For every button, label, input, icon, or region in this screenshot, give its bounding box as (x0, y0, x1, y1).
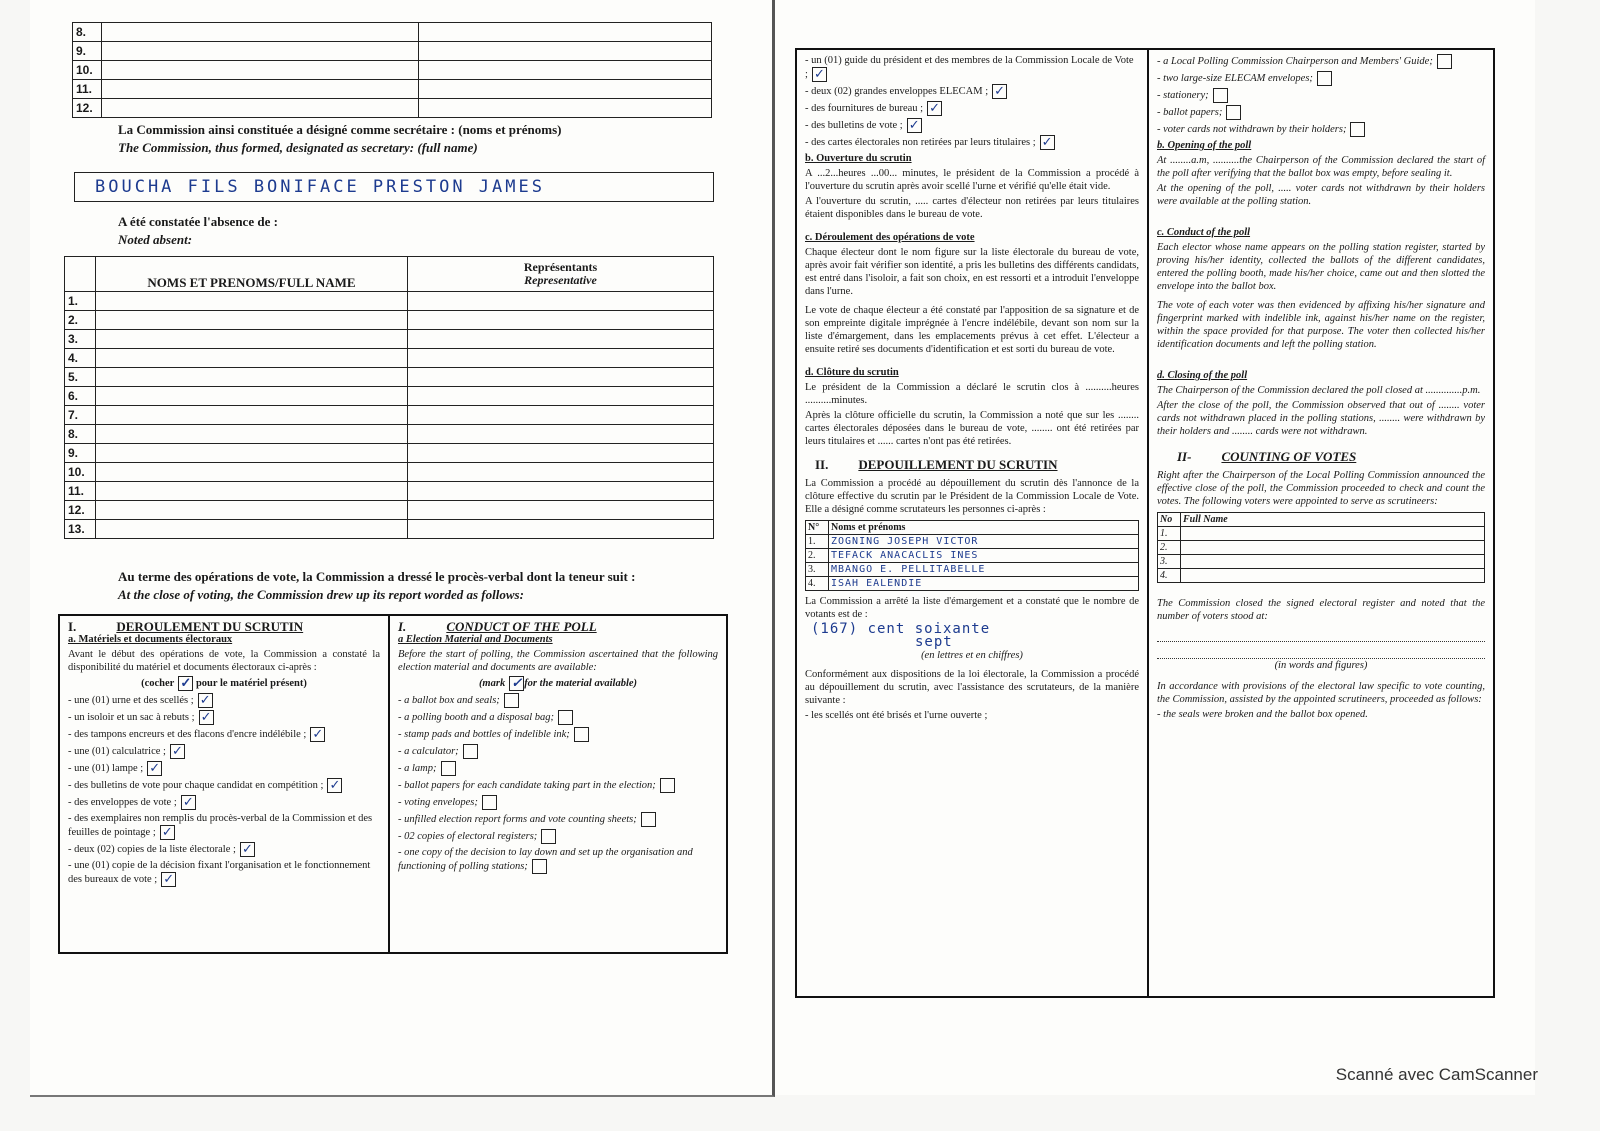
material-item-label: - des tampons encreurs et des flacons d'encre indélébile ; (68, 728, 307, 740)
material-item-label: - deux (02) copies de la liste électorale ; (68, 843, 236, 855)
member-row (73, 99, 712, 118)
fr-intro: Avant le début des opérations de vote, la Commission a constaté la disponibilité du matériel et documents électoraux ci-après : (68, 649, 380, 673)
material-item-label: - des enveloppes de vote ; (68, 796, 177, 808)
absent-rep-cell (408, 444, 714, 463)
material-item-label: - a ballot box and seals; (398, 694, 500, 706)
material-item-label: - des bulletins de vote pour chaque candidat en compétition ; (68, 779, 324, 791)
material-item-label: - a calculator; (398, 745, 459, 757)
voters-count-handwritten-2: sept (915, 634, 953, 650)
checkbox-empty-icon[interactable] (1437, 54, 1452, 69)
en-voters-line-1 (1157, 625, 1485, 642)
member-role-cell (419, 23, 712, 42)
secretary-name-box (74, 172, 714, 202)
section-ii-fr-number: II. (815, 457, 829, 472)
scrutineers-table-fr (805, 520, 1139, 591)
section-ii-fr-heading (815, 458, 1139, 471)
material-item (805, 54, 1139, 82)
en-b-text-2: At the opening of the poll, ..... voter cards not withdrawn by their holders were available at the polling station. (1157, 183, 1485, 207)
member-row (73, 23, 712, 42)
checkbox-empty-icon[interactable] (660, 778, 675, 793)
section-ii-en-heading (1177, 450, 1485, 463)
member-row (73, 61, 712, 80)
scrutineer-row (806, 563, 1139, 577)
absent-row-number: 10. (65, 463, 96, 482)
checkbox-checked-icon[interactable]: ✓ (181, 795, 196, 810)
checkbox-empty-icon[interactable] (1350, 122, 1365, 137)
scrutineer-en-no: 4. (1158, 569, 1181, 583)
material-item (398, 812, 718, 827)
en-words-figures: (in words and figures) (1274, 660, 1368, 671)
material-item (805, 118, 1139, 133)
material-item (398, 846, 718, 874)
material-item-label: - des fournitures de bureau ; (805, 102, 924, 114)
material-item-label: - ballot papers for each candidate taking part in the election; (398, 779, 656, 791)
subsection-en-a: a Election Material and Documents (398, 634, 553, 645)
material-item-label: - une (01) lampe ; (68, 762, 144, 774)
checkbox-checked-icon: ✓ (178, 676, 193, 691)
en-c-text-1: Each elector whose name appears on the polling station register, started by proving his/her identity, collected the ballots of the different candidates, entered the polling booth, made his/her choice, came out and then slotted the envelope into the ballot box. (1157, 242, 1485, 292)
material-item-label: - une (01) urne et des scellés ; (68, 694, 194, 706)
material-item (398, 744, 718, 759)
scrutineers-en-col-no: No (1158, 513, 1181, 527)
secretary-label-fr: La Commission ainsi constituée a désigné comme secrétaire : (noms et prénoms) (118, 122, 562, 137)
section-fr-heading (68, 620, 380, 633)
absent-row (65, 292, 714, 311)
absent-row-number: 5. (65, 368, 96, 387)
absent-rep-cell (408, 292, 714, 311)
material-item-label: - un (01) guide du président et des membres de la Commission Locale de Vote ; (805, 55, 1134, 80)
material-item (68, 859, 380, 887)
section-en-column (390, 616, 726, 952)
checkbox-checked-icon[interactable]: ✓ (1040, 135, 1055, 150)
member-name-cell (102, 99, 419, 118)
material-item (398, 710, 718, 725)
en-b-text-1: At ........a.m, ..........the Chairperson of the Commission declared the start of the poll after verifying that the ballot box was empty, before sealing it. (1157, 155, 1485, 179)
member-name-cell (102, 23, 419, 42)
material-item-label: - deux (02) grandes enveloppes ELECAM ; (805, 85, 989, 97)
en-ii-text: Right after the Chairperson of the Local Polling Commission announced the effective close of the poll, the Commission proceeded to check and count the votes. The following voters were appointed to serve as scrutineers: (1157, 470, 1485, 507)
end-voting-fr: Au terme des opérations de vote, la Commission a dressé le procès-verbal dont la teneur suit : (118, 569, 636, 584)
absent-row (65, 406, 714, 425)
absent-row (65, 444, 714, 463)
material-item-label: - voting envelopes; (398, 796, 478, 808)
ren-material-list (1157, 54, 1485, 137)
absent-row (65, 501, 714, 520)
member-role-cell (419, 80, 712, 99)
material-item-label: - unfilled election report forms and vote counting sheets; (398, 813, 637, 825)
absent-rep-cell (408, 482, 714, 501)
checkbox-checked-icon[interactable]: ✓ (240, 842, 255, 857)
checkbox-empty-icon[interactable] (504, 693, 519, 708)
checkbox-checked-icon[interactable]: ✓ (198, 693, 213, 708)
en-intro: Before the start of polling, the Commission ascertained that the following election material and documents are available: (398, 649, 718, 673)
subsection-fr-c: c. Déroulement des opérations de vote (805, 232, 975, 243)
camscanner-watermark: Scanné avec CamScanner (1335, 1065, 1538, 1084)
absent-row-number: 4. (65, 349, 96, 368)
en-after-table: The Commission closed the signed electoral register and noted that the number of voters stood at: (1157, 598, 1485, 622)
member-role-cell (419, 99, 712, 118)
absent-row (65, 387, 714, 406)
absent-row-number: 13. (65, 520, 96, 539)
absent-row-number: 7. (65, 406, 96, 425)
material-item-label: - one copy of the decision to lay down and set up the organisation and functioning of polling stations; (398, 847, 693, 872)
fr-b-text-1: A ...2...heures ...00... minutes, le président de la Commission a procédé à l'ouverture du scrutin après avoir scellé l'urne et vérifié qu'elle était vide. (805, 168, 1139, 192)
scrutineers-table-en (1157, 512, 1485, 583)
material-item (398, 727, 718, 742)
fr-d-text-2: Après la clôture officielle du scrutin, la Commission a noté que sur les ........ cartes électorales déposées dans le bureau de vote, ........ ont été retirées par leurs titulaires et ...... cartes n'ont pas été retirées. (805, 410, 1139, 447)
material-item (398, 795, 718, 810)
scrutineer-en-name-cell (1181, 569, 1485, 583)
absent-name-cell (96, 444, 408, 463)
voters-count-handwritten-1: (167) cent soixante (811, 621, 991, 637)
material-item-label: - stamp pads and bottles of indelible ink; (398, 728, 570, 740)
right-page (775, 0, 1535, 1095)
right-en-column (1149, 50, 1493, 996)
absent-label-en: Noted absent: (118, 232, 193, 247)
checkbox-checked-icon[interactable]: ✓ (812, 67, 827, 82)
scrutineer-row (806, 535, 1139, 549)
absent-name-cell (96, 311, 408, 330)
checkbox-checked-icon[interactable]: ✓ (199, 710, 214, 725)
scrutineers-col-no: N° (806, 521, 829, 535)
material-item (1157, 71, 1485, 86)
member-row-number: 11. (73, 80, 102, 99)
en-d-text-1: The Chairperson of the Commission declared the poll closed at ..............p.m. (1157, 385, 1481, 396)
scrutineer-row (806, 549, 1139, 563)
absent-name-cell (96, 425, 408, 444)
material-item (398, 778, 718, 793)
section-en-number: I. (398, 619, 407, 634)
material-item (68, 812, 380, 840)
member-name-cell (102, 80, 419, 99)
en-c-text-2: The vote of each voter was then evidenced by affixing his/her signature and fingerprint marked with indelible ink, against his/her name on the register, within the space provided for that purpose. The voter then collected his/her identification documents and left the polling station. (1157, 300, 1485, 350)
absent-row (65, 520, 714, 539)
checkbox-checked-icon[interactable]: ✓ (147, 761, 162, 776)
scrutineer-no: 3. (806, 563, 829, 577)
checkbox-empty-icon[interactable] (532, 859, 547, 874)
checkbox-checked-icon[interactable]: ✓ (907, 118, 922, 133)
material-item-label: - une (01) copie de la décision fixant l'organisation et le fonctionnement des bureaux de vote ; (68, 860, 371, 885)
en-law-text: In accordance with provisions of the electoral law specific to vote counting, the Commission, assisted by the appointed scrutineers, proceeded as follows: (1157, 681, 1485, 705)
section-fr-number: I. (68, 619, 77, 634)
absent-rep-cell (408, 520, 714, 539)
en-d-text-2: After the close of the poll, the Commission observed that out of ........ voter cards not withdrawn placed in the polling stations, ........ were withdrawn by their holders and ........ cards were not withdrawn. (1157, 400, 1485, 437)
absent-name-cell (96, 482, 408, 501)
absent-name-cell (96, 330, 408, 349)
material-item (805, 84, 1139, 99)
section-fr-column (60, 616, 390, 952)
material-item-label: - voter cards not withdrawn by their holders; (1157, 123, 1347, 135)
member-row-number: 9. (73, 42, 102, 61)
absent-row-number: 11. (65, 482, 96, 501)
material-item-label: - des exemplaires non remplis du procès-verbal de la Commission et des feuilles de pointage ; (68, 813, 373, 838)
material-item-label: - ballot papers; (1157, 106, 1223, 118)
material-item-label: - stationery; (1157, 89, 1209, 101)
subsection-fr-a: a. Matériels et documents électoraux (68, 634, 233, 645)
checkbox-checked-icon[interactable]: ✓ (992, 84, 1007, 99)
absent-row (65, 463, 714, 482)
material-item (398, 829, 718, 844)
checkbox-empty-icon[interactable] (463, 744, 478, 759)
material-item (1157, 105, 1485, 120)
checkbox-checked-icon: ✓ (509, 676, 524, 691)
section-en-heading (398, 620, 718, 633)
material-item (68, 744, 380, 759)
scrutineer-no: 4. (806, 577, 829, 591)
scrutineer-no: 1. (806, 535, 829, 549)
left-page (30, 0, 775, 1097)
absent-row-number: 6. (65, 387, 96, 406)
material-item (68, 795, 380, 810)
scrutineers-en-col-name: Full Name (1181, 513, 1485, 527)
subsection-en-c: c. Conduct of the poll (1157, 227, 1251, 238)
absent-rep-cell (408, 349, 714, 368)
member-name-cell (102, 42, 419, 61)
absent-row (65, 482, 714, 501)
absent-row-number: 8. (65, 425, 96, 444)
material-item-label: - a polling booth and a disposal bag; (398, 711, 555, 723)
absent-rep-cell (408, 387, 714, 406)
absent-row (65, 368, 714, 387)
absent-rep-cell (408, 311, 714, 330)
absent-col-rep-en: Representative (524, 273, 597, 287)
en-voters-line-2 (1157, 642, 1485, 659)
checkbox-empty-icon[interactable] (441, 761, 456, 776)
material-item (1157, 54, 1485, 69)
fr-material-list (68, 693, 380, 887)
en-check-note: (mark ✓ for the material available) (478, 675, 638, 690)
checkbox-empty-icon[interactable] (641, 812, 656, 827)
section-fr-title: DEROULEMENT DU SCRUTIN (116, 619, 304, 634)
checkbox-checked-icon[interactable]: ✓ (170, 744, 185, 759)
absent-col-name: NOMS ET PRENOMS/FULL NAME (96, 257, 408, 292)
section-ii-fr-title: DEPOUILLEMENT DU SCRUTIN (858, 457, 1058, 472)
absent-rep-cell (408, 425, 714, 444)
material-item (68, 842, 380, 857)
checkbox-checked-icon[interactable]: ✓ (310, 727, 325, 742)
en-material-list (398, 693, 718, 874)
scrutineer-no: 2. (806, 549, 829, 563)
material-item (68, 693, 380, 708)
fr-c-text-1: Chaque électeur dont le nom figure sur la liste électorale du bureau de vote, après avoir fait vérifier son identité, a pris les bulletins des différents candidats, est entré dans l'isoloir, a fait son choix, en est ressorti et a introduit l'enveloppe dans l'urne. (805, 247, 1139, 297)
absent-name-cell (96, 292, 408, 311)
member-row-number: 12. (73, 99, 102, 118)
right-fr-column (797, 50, 1149, 996)
absent-row (65, 330, 714, 349)
scrutineer-en-name-cell (1181, 527, 1485, 541)
material-item-label: - un isoloir et un sac à rebuts ; (68, 711, 195, 723)
scrutineer-en-no: 3. (1158, 555, 1181, 569)
material-item (1157, 88, 1485, 103)
absent-name-cell (96, 406, 408, 425)
member-row (73, 80, 712, 99)
scrutineer-name-handwritten: MBANGO E. PELLITABELLE (829, 563, 1139, 577)
absent-col-rep-fr: Représentants (523, 260, 598, 274)
absent-rep-cell (408, 330, 714, 349)
scrutineer-name-handwritten: TEFACK ANACACLIS INES (829, 549, 1139, 563)
material-item (68, 761, 380, 776)
absent-row-number: 2. (65, 311, 96, 330)
fr-check-note: (cocher ✓ pour le matériel présent) (141, 675, 307, 690)
absent-col-no (65, 257, 96, 292)
member-row-number: 8. (73, 23, 102, 42)
absent-row-number: 12. (65, 501, 96, 520)
absent-label-fr: A été constatée l'absence de : (118, 214, 278, 229)
material-item (68, 778, 380, 793)
checkbox-checked-icon[interactable]: ✓ (927, 101, 942, 116)
checkbox-empty-icon[interactable] (1226, 105, 1241, 120)
checkbox-empty-icon[interactable] (558, 710, 573, 725)
checkbox-checked-icon[interactable]: ✓ (160, 825, 175, 840)
section-conduct-of-poll (58, 614, 728, 954)
checkbox-empty-icon[interactable] (574, 727, 589, 742)
absent-table (64, 256, 714, 539)
secretary-label-en: The Commission, thus formed, designated as secretary: (full name) (118, 140, 478, 155)
fr-words-figures: (en lettres et en chiffres) (921, 650, 1023, 661)
member-row (73, 42, 712, 61)
scrutineer-en-name-cell (1181, 541, 1485, 555)
absent-name-cell (96, 368, 408, 387)
material-item (398, 693, 718, 708)
absent-rep-cell (408, 406, 714, 425)
absent-rep-cell (408, 501, 714, 520)
scrutineer-en-no: 2. (1158, 541, 1181, 555)
absent-col-representative (408, 257, 714, 292)
en-last-item: - the seals were broken and the ballot box opened. (1157, 709, 1368, 720)
scrutineer-en-name-cell (1181, 555, 1485, 569)
fr-law-text: Conformément aux dispositions de la loi électorale, la Commission a procédé au dépouillement du scrutin, avec l'assistance des scrutateurs, de la manière suivante : (805, 669, 1139, 706)
member-role-cell (419, 42, 712, 61)
section-counting (795, 48, 1495, 998)
material-item-label: - a Local Polling Commission Chairperson and Members' Guide; (1157, 55, 1433, 67)
scrutineer-name-handwritten: ISAH EALENDIE (829, 577, 1139, 591)
member-name-cell (102, 61, 419, 80)
material-item-label: - two large-size ELECAM envelopes; (1157, 72, 1313, 84)
absent-rep-cell (408, 463, 714, 482)
scrutineer-en-row (1158, 569, 1485, 583)
section-ii-en-title: COUNTING OF VOTES (1221, 449, 1357, 464)
scrutineer-en-row (1158, 541, 1485, 555)
section-en-title: CONDUCT OF THE POLL (446, 619, 597, 634)
scrutineer-en-no: 1. (1158, 527, 1181, 541)
checkbox-empty-icon[interactable] (482, 795, 497, 810)
material-item (805, 101, 1139, 116)
members-table-continuation (72, 22, 712, 118)
material-item-label: - des bulletins de vote ; (805, 119, 903, 131)
material-item (805, 135, 1139, 150)
material-item (68, 727, 380, 742)
absent-name-cell (96, 520, 408, 539)
member-row-number: 10. (73, 61, 102, 80)
fr-c-text-2: Le vote de chaque électeur a été constaté par l'apposition de sa signature et de son empreinte digitale imprégnée à l'encre indélébile, devant son nom sur la liste d'émargement, dans les emplacements prévus à cet effet. L'électeur a ensuite retiré ses documents d'identification et est sorti du bureau de vote. (805, 305, 1139, 355)
subsection-en-b: b. Opening of the poll (1157, 140, 1252, 151)
fr-d-text-1: Le président de la Commission a déclaré le scrutin clos à ..........heures ..........minutes. (805, 382, 1139, 406)
scrutineer-row (806, 577, 1139, 591)
member-role-cell (419, 61, 712, 80)
fr-last-item: - les scellés ont été brisés et l'urne ouverte ; (805, 710, 988, 721)
absent-row-number: 3. (65, 330, 96, 349)
material-item-label: - des cartes électorales non retirées par leurs titulaires ; (805, 136, 1036, 148)
subsection-fr-b: b. Ouverture du scrutin (805, 153, 912, 164)
absent-rep-cell (408, 368, 714, 387)
material-item-label: - a lamp; (398, 762, 437, 774)
scrutineers-col-name: Noms et prénoms (829, 521, 1139, 535)
secretary-name-handwritten: BOUCHA FILS BONIFACE PRESTON JAMES (95, 177, 545, 197)
absent-row (65, 425, 714, 444)
fr-ii-text: La Commission a procédé au dépouillement du scrutin dès l'annonce de la clôture effective du scrutin par le Président de la Commission Locale de Vote. Elle a désigné comme scrutateurs les personnes ci-après : (805, 478, 1139, 515)
rfr-material-list (805, 54, 1139, 150)
checkbox-empty-icon[interactable] (1213, 88, 1228, 103)
absent-row-number: 9. (65, 444, 96, 463)
absent-name-cell (96, 501, 408, 520)
scrutineer-en-row (1158, 555, 1485, 569)
checkbox-empty-icon[interactable] (1317, 71, 1332, 86)
fr-b-text-2: A l'ouverture du scrutin, ..... cartes d'électeur non retirées par leurs titulaires étaient disponibles dans le bureau de vote. (805, 196, 1139, 220)
absent-name-cell (96, 463, 408, 482)
material-item (1157, 122, 1485, 137)
absent-row-number: 1. (65, 292, 96, 311)
absent-name-cell (96, 349, 408, 368)
scrutineer-name-handwritten: ZOGNING JOSEPH VICTOR (829, 535, 1139, 549)
scrutineer-en-row (1158, 527, 1485, 541)
checkbox-empty-icon[interactable] (541, 829, 556, 844)
material-item-label: - 02 copies of electoral registers; (398, 830, 538, 842)
material-item-label: - une (01) calculatrice ; (68, 745, 166, 757)
checkbox-checked-icon[interactable]: ✓ (327, 778, 342, 793)
end-voting-en: At the close of voting, the Commission drew up its report worded as follows: (118, 587, 524, 602)
absent-row (65, 349, 714, 368)
section-ii-en-number: II- (1177, 449, 1192, 464)
checkbox-checked-icon[interactable]: ✓ (161, 872, 176, 887)
subsection-en-d: d. Closing of the poll (1157, 370, 1248, 381)
subsection-fr-d: d. Clôture du scrutin (805, 367, 899, 378)
material-item (68, 710, 380, 725)
absent-row (65, 311, 714, 330)
fr-after-table: La Commission a arrêté la liste d'émargement et a constaté que le nombre de votants est de : (805, 596, 1139, 620)
material-item (398, 761, 718, 776)
absent-name-cell (96, 387, 408, 406)
